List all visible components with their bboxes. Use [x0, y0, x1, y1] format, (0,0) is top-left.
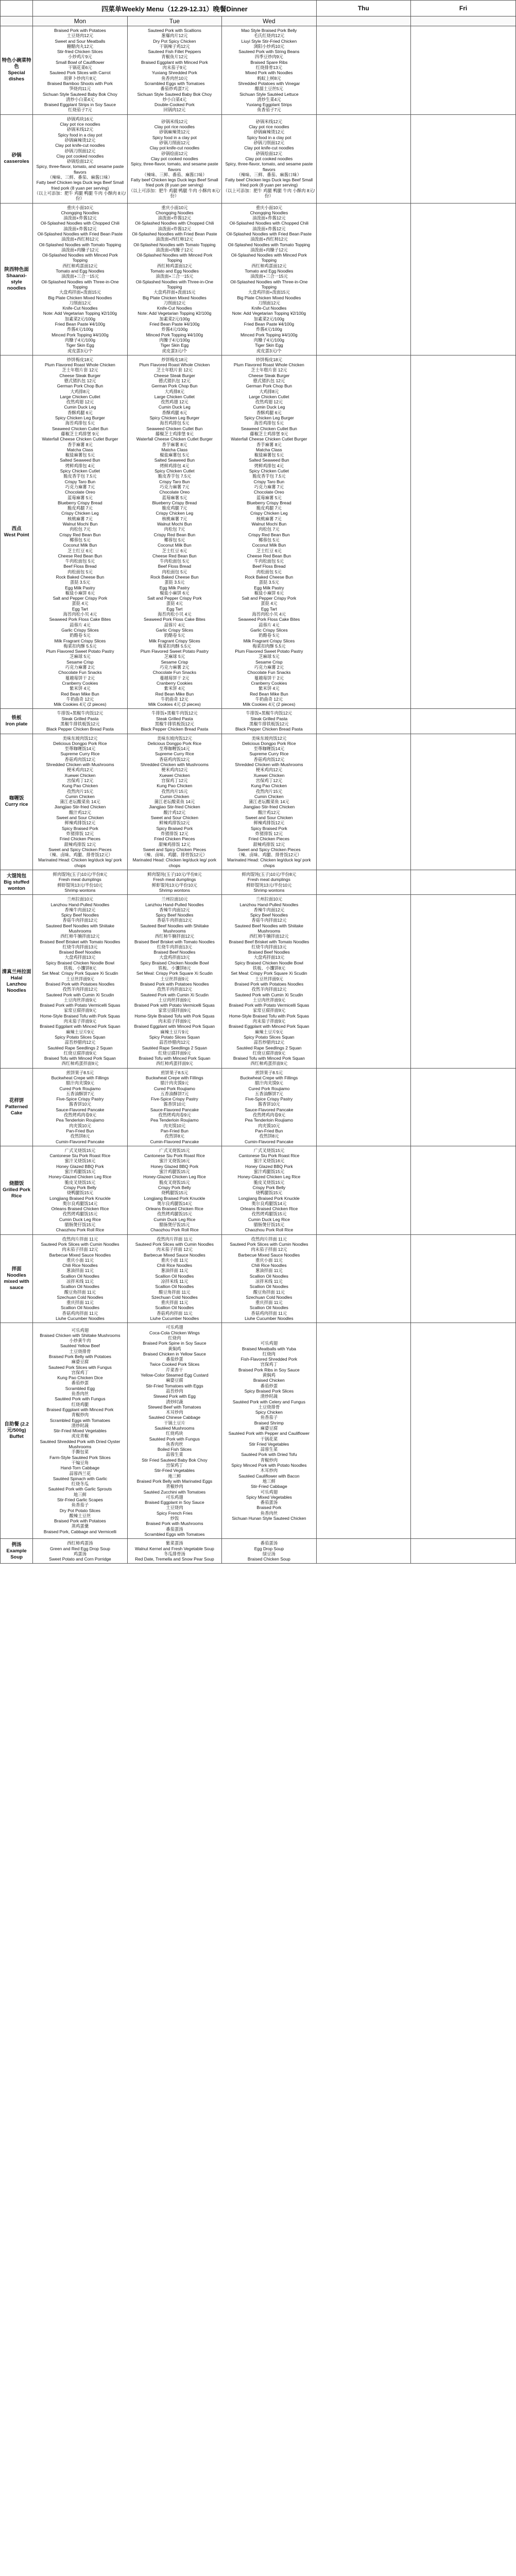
section-category-en: West Point — [4, 532, 29, 538]
menu-cell-day-4 — [316, 734, 410, 870]
menu-cell-day-1: 可乐鸡翅 Braised Chicken with Shiitake Mushrooms 小炒黄牛肉 Sautéed Yellow Beef 土豆烧排骨 Braised Pork Belly with Potatoes 麻婆豆腐 Sauteed Pork Slices with Fungus 宫保鸡丁 Kung Pao Chicken Dice 番茄炒蛋 Scrambled Egg 鱼香肉丝 Sautéed Pork with Fungus 红烧鸡腿 Braised Eggplant with Minced Pork 青椒炒肉 Scrambled Eggs with Tomatoes 清炒时蔬 Stir-Fried Mixed Vegetables 虎皮青椒 Sautéed Shredded Pork with Dried Oyster Mushrooms 手撕包菜 Farm-Style Sautéed Pork Slices 干煸豆角 Hand-Torn Cabbage 蒜蓉西兰花 Sautéed Spinach with Garlic 红烧冬瓜 Sautéed Pork with Garlic Sprouts 地三鲜 Stir-Fried Garlic Scapes 鱼香茄子 Dry Pot Potato Slices 酸辣土豆丝 Braised Pork with Potatoes 蒸鸡蛋羹 Braised Pork, Cabbage and Vermicelli — [33, 1323, 127, 1539]
section-category-zh: 铁板 — [11, 715, 22, 721]
menu-cell-day-3: 炒饼梅皮18元 Plum Flavored Roast Whole Chicken 芝士年糕片套 12元 Cheese Steak Burger 德式猪扒包 12元 German Pork Chop Bun 大鸡排8元 Large Chicken Cutlet 孜然鸡翅 12元 Cumin Duck Leg 香酥鸡腿 6元 Spicy Chicken Leg Burger 海苔鸡排包 5元 Seaweed Chicken Cutlet Bun 藤椒芝士鸡排堡 9元 Waterfall Cheese Chicken Cutlet Burger 香芋麻薯 8元 Matcha Class 椒盐麻薯包 5元 Salted Seaweed Bun 烤鲜鸡排包 4元 Spicy Chicken Cutlet 脆皮香芋包 7.5元 Crispy Taro Bun 巧克力麻薯 7元 Chocolate Oreo 蓝莓麻薯 5元 Blueberry Crispy Bread 脆皮鸡腿 7元 Crispy Chicken Leg 核桃麻薯 7元 Walnut Mochi Bun 肉松包 7元 Crispy Red Bean Bun 椰蓉包 5元 Coconut Milk Bun 芝士红豆 6元 Cheese Red Bean Bun 牛肉松面包 5元 Beef Floss Bread 肉松面包 5元 Rock Baked Cheese Bun 蛋挞 3.5元 Egg Milk Pastry 椒盐小麻饼 6元 Salt and Pepper Crispy Pork 蛋挞 4元 Egg Tart 海苔肉松小贝 4元 Seaweed Pork Floss Cake Bites 蒜蓉片 4元 Garlic Crispy Slices 奶酪卷 5元 Milk Fragrant Crispy Slices 梅菜扣肉酥 5.5元 Plum Flavored Sweet Potato Pastry 芝麻球 5元 Sesame Crisp 巧克力麻薯 2元 Chocolate Fun Snacks 蔓越莓饼干 2元 Cranberry Cookies 紫米饼 4元 Red Bean Mike Bun 牛奶曲奇 12元 Milk Cookies 4元 (2 pieces) — [222, 355, 316, 709]
section-category-en: Noodles mixed with sauce — [4, 1272, 29, 1291]
day-header-fri: Fri — [411, 1, 516, 16]
menu-cell-day-1: 牛排饭+黑椒牛肉饭12元 Steak Grilled Pasta 黑椒牛排铁板饭12元 Black Pepper Chicken Bread Pasta — [33, 709, 127, 734]
menu-section-row — [1, 1539, 516, 1564]
menu-cell-day-5 — [411, 895, 516, 1069]
section-category-zh: 例汤 — [11, 1541, 22, 1548]
menu-section-row — [1, 355, 516, 709]
menu-cell-day-2: 可乐鸡翅 Coca-Cola Chicken Wings 红烧肉 Braised Pork Spine in Soy Sauce 黄焖鸡 Braised Chicken in Yellow Sauce 番茄炒蛋 Twice Cooked Pork Slices 芹菜香干 Yellow-Color Steamed Egg Custard 麻婆豆腐 Stir-Fried Tomatoes with Eggs 蒜苔炒肉 Stewed Pork with Egg 清炒时蔬 Stewed Beef with Tomatoes 木耳炒肉 Sautéed Chinese Cabbage 干锅土豆片 Sautéed Mushrooms 红烧鸡块 Sautéed Pork with Fungus 鱼香肉丝 Boiled Fish Slices 蒜蓉生菜 Stir Fried Sauteed Baby Bok Choy 宫保鸡丁 Stir-Fried Vegetables 地三鲜 Braised Pork Belly with Marinated Eggs 青椒炒肉 Sautéed Zucchini with Tomatoes 可乐鸡翅 Braised Eggplant in Soy Sauce 土豆烧肉 Spicy French Fries 炒饭 Braised Pork with Mushrooms 番茄蛋汤 Scrambled Eggs with Tomatoes — [127, 1323, 221, 1539]
menu-section-row — [1, 1234, 516, 1323]
day-header-thu: Thu — [316, 1, 410, 16]
menu-title-row — [1, 1, 516, 16]
section-category — [1, 1234, 33, 1323]
menu-cell-day-3: Mao Style Braised Pork Belly 毛氏红烧肉12元 Liuyi Style Stir-Fried Chicken 浏阳小炒鸡10元 Sauteed Pork with String Beans 四季豆炒肉9元 Braised Spare Ribs 红烧排骨13元 Mixed Pork with Noodles 蚂蚁上树8元 Shredded Potatoes with Vinegar 醋溜土豆丝5元 Sichuan Style Sautéed Lettuce 清炒生菜4元 Yuxiang Eggplant Strips 鱼香茄子7元 — [222, 26, 316, 115]
day-header-wed: Wed — [222, 16, 316, 26]
section-category — [1, 203, 33, 355]
section-category-en: Special dishes — [8, 70, 25, 82]
day-header-row — [1, 16, 516, 26]
section-category — [1, 114, 33, 203]
day-sub-fri — [411, 16, 516, 26]
menu-cell-day-2: 孜然肉片拌面 11元 Sauteed Pork Slices with Cumin Noodles 肉末茄子拌面 12元 Barbecue Mixed Sauce Noodles 重庆小面 11元 Chili Rice Noodles 葱油拌面 11元 Scallion Oil Noodles 凉拌米线 11元 Scallion Oil Noodles 酸豆角拌面 11元 Szechuan Cold Noodles 重庆拌面 11元 Scallion Oil Noodles 香菇鸡肉拌面 11元 Liuhe Cucumber Noodles — [127, 1234, 221, 1323]
menu-section-row — [1, 1323, 516, 1539]
menu-cell-day-4 — [316, 1323, 410, 1539]
menu-cell-day-1: 煎饼果子8.5元 Buckwheat Crepe with Fillings 腊汁肉夹馍9元 Cured Pork Roujiamo 五香油酥饼7元 Five-Spice Crispy Pastry 酱香饼10元 Sauce-Flavored Pancake 孜然烤鸡肉卷9元 Pea Tenderloin Roujiamo 肉夹馍10元 Pan-Fried Bun 孜然饼8元 Cumin-Flavored Pancake — [33, 1068, 127, 1146]
day-sub-thu — [316, 16, 410, 26]
menu-cell-day-2: 紫菜蛋汤 Walnut Kernel and Fresh Vegetable Soup 冬瓜排骨汤 Red Date, Tremella and Snow Pear Soup — [127, 1539, 221, 1564]
menu-cell-day-2: 砂锅米线12元 Clay pot rice noodles 砂锅麻辣烫12元 Spicy food in a clay pot 砂锅刀削面12元 Clay pot knife-cut noodles 砂锅烩面12元 Clay pot cooked noodles Spicy, three-flavor, tomato, and sesame paste flavors （辣味、三鲜、番茄、麻酱口味） Fatty beef Chicken legs Duck legs Beef Small fried pork (8 yuan per serving) （以上可添加：肥牛 鸡腿 鸭腿 牛肉 小酥肉 8元/份） — [127, 114, 221, 203]
menu-cell-day-2: 煎饼果子8.5元 Buckwheat Crepe with Fillings 腊汁肉夹馍9元 Cured Pork Roujiamo 五香油酥饼7元 Five-Spice Crispy Pastry 酱香饼10元 Sauce-Flavored Pancake 孜然烤鸡肉卷9元 Pea Tenderloin Roujiamo 肉夹馍10元 Pan-Fried Bun 孜然饼8元 Cumin-Flavored Pancake — [127, 1068, 221, 1146]
menu-cell-day-3: 砂锅米线12元 Clay pot rice noodles 砂锅麻辣烫12元 Spicy food in a clay pot 砂锅刀削面12元 Clay pot knife-cut noodles 砂锅烩面12元 Clay pot cooked noodles Spicy, three-flavor, tomato, and sesame paste flavors （辣味、三鲜、番茄、麻酱口味） Fatty beef Chicken legs Duck legs Beef Small fried pork (8 yuan per serving) （以上可添加：肥牛 鸡腿 鸭腿 牛肉 小酥肉 8元/份） — [222, 114, 316, 203]
menu-cell-day-1: 兰州拉面10元 Lanzhou Hand-Pulled Noodles 香辣牛肉面12元 Spicy Beef Noodles 香菇牛肉拌面12元 Sauteed Beef Noodles with Shiitake Mushrooms 西红柿牛腩拌面12元 Braised Beef Brisket with Tomato Noodles 红烧牛肉拌面13元 Braised Beef Noodles 大盘鸡拌面13元 Spicy Braised Chicken Noodle Bowl 铁板、小馕饼8元 Set Meal: Crispy Pork Square Xi Scudin 土豆丝拌面9元 Braised Pork with Potatoes Noodles 孜然羊肉拌面12元 Sauteed Pork with Cumin Xi Scudin 土豆肉丝拌面9元 Braised Pork with Potato Vermicelli Squas 家常豆腐拌面9元 Home-Style Braised Tofu with Pork Squas 肉末茄子拌面9元 Braised Eggplant with Minced Pork Squan 麻辣土豆片9元 Spicy Potato Slices Squan 蒜苔炒腊肉12元 Sautéed Rape Seedlings 2 Squan 红烧豆腐拌面9元 Braised Tofu with Minced Pork Squan 西红柿鸡蛋拌面9元 — [33, 895, 127, 1069]
menu-cell-day-4 — [316, 203, 410, 355]
section-category-en: Big stuffed wonton — [4, 879, 29, 891]
section-category — [1, 1323, 33, 1539]
menu-cell-day-1: 美味东坡肉饭12元 Delicious Dongpo Pork Rice 至尊咖喱饭14元 Supreme Curry Rice 香菇鸡肉饭12元 Shredded Chicken with Mushrooms 梗米鸡肉12元 Xuewei Chicken 宫保鸡丁12元 Kung Pao Chicken 孜然肉片15元 Cumin Chicken 蒲江老坛酸菜鱼 14元 Jiangjiao Stir-fried Chicken 酸汁鸡12元 Sweet and Sour Chicken 鲜辣鸡排饭12元 Spicy Braised Pork 炸猪排饭 12元 Fried Chicken Pieces 甜辣鸡排饭 12元 Sweet and Spicy Chicken Pieces （辣、卤味、鸡腿、排骨饭12元） Marinated Head: Chicken leg/duck leg/ pork chops — [33, 734, 127, 870]
menu-cell-day-4 — [316, 709, 410, 734]
section-category-en: Shaanxi-style noodles — [6, 273, 27, 291]
menu-cell-day-3: 孜然肉片拌面 11元 Sauteed Pork Slices with Cumin Noodles 肉末茄子拌面 12元 Barbecue Mixed Sauce Noodles 重庆小面 11元 Chili Rice Noodles 葱油拌面 11元 Scallion Oil Noodles 凉拌米线 11元 Scallion Oil Noodles 酸豆角拌面 11元 Szechuan Cold Noodles 重庆拌面 11元 Scallion Oil Noodles 香菇鸡肉拌面 11元 Liuhe Cucumber Noodles — [222, 1234, 316, 1323]
menu-cell-day-2: 重庆小面10元 Chongqing Noodles 油泼面+炸酱12元 Oil-Splashed Noodles with Chopped Chili 油泼面+炸酱12元 Oil-Splashed Noodles with Fried Bean Paste 油泼面+西红柿12元 Oil-Splashed Noodles with Tomato Topping 油泼面+肉臊子12元 Oil-Splashed Noodles with Minced Pork Topping 西红柿鸡蛋面12元 Tomato and Egg Noodles 油泼面+三合一15元 Oil-Splashed Noodles with Three-in-One Topping 大盘鸡拌面+泼面15元 Big Plate Chicken Mixed Noodles 刀削面12元 Knife-Cut Noodles Note: Add Vegetarian Topping ¥2/100g 加素菜2元/100g Fried Bean Paste ¥4/100g 炸酱4元/100g Minced Pork Topping ¥4/100g 肉臊子4元/100g Tiger Skin Egg 虎皮蛋3元/个 — [127, 203, 221, 355]
menu-cell-day-5 — [411, 26, 516, 115]
section-category-zh: 咖喱饭 — [9, 795, 24, 802]
section-category — [1, 355, 33, 709]
menu-cell-day-5 — [411, 709, 516, 734]
menu-section-row — [1, 1068, 516, 1146]
menu-cell-day-1: 鲜肉馄饨(玉子)10元/半份8元 Fresh meat dumplings 鲜虾馄饨13元/半份10元 Shrimp wontons — [33, 870, 127, 895]
section-category-zh: 花样饼 — [9, 1097, 24, 1104]
menu-cell-day-2: 炒饼梅皮18元 Plum Flavored Roast Whole Chicken 芝士年糕片套 12元 Cheese Steak Burger 德式猪扒包 12元 German Pork Chop Bun 大鸡排8元 Large Chicken Cutlet 孜然鸡翅 12元 Cumin Duck Leg 香酥鸡腿 6元 Spicy Chicken Leg Burger 海苔鸡排包 5元 Seaweed Chicken Cutlet Bun 藤椒芝士鸡排堡 9元 Waterfall Cheese Chicken Cutlet Burger 香芋麻薯 8元 Matcha Class 椒盐麻薯包 5元 Salted Seaweed Bun 烤鲜鸡排包 4元 Spicy Chicken Cutlet 脆皮香芋包 7.5元 Crispy Taro Bun 巧克力麻薯 7元 Chocolate Oreo 蓝莓麻薯 5元 Blueberry Crispy Bread 脆皮鸡腿 7元 Crispy Chicken Leg 核桃麻薯 7元 Walnut Mochi Bun 肉松包 7元 Crispy Red Bean Bun 椰蓉包 5元 Coconut Milk Bun 芝士红豆 6元 Cheese Red Bean Bun 牛肉松面包 5元 Beef Floss Bread 肉松面包 5元 Rock Baked Cheese Bun 蛋挞 3.5元 Egg Milk Pastry 椒盐小麻饼 6元 Salt and Pepper Crispy Pork 蛋挞 4元 Egg Tart 海苔肉松小贝 4元 Seaweed Pork Floss Cake Bites 蒜蓉片 4元 Garlic Crispy Slices 奶酪卷 5元 Milk Fragrant Crispy Slices 梅菜扣肉酥 5.5元 Plum Flavored Sweet Potato Pastry 芝麻球 5元 Sesame Crisp 巧克力麻薯 2元 Chocolate Fun Snacks 蔓越莓饼干 2元 Cranberry Cookies 紫米饼 4元 Red Bean Mike Bun 牛奶曲奇 12元 Milk Cookies 4元 (2 pieces) — [127, 355, 221, 709]
menu-cell-day-4 — [316, 1068, 410, 1146]
menu-body — [1, 26, 516, 1564]
section-category-zh: 砂锅 — [11, 152, 22, 159]
menu-cell-day-1: 西红柿鸡蛋汤 Green and Red Egg Drop Soup 鸡蛋汤 Sweet Potato and Corn Porridge — [33, 1539, 127, 1564]
menu-cell-day-1: Braised Pork with Potatoes 土豆烧肉12元 Sweet and Sour Meatballs 糖醋肉丸12元 Stir-fried Chicken Slices 小炒鸡片9元 Small Bowl of Cauliflower 干锅花菜6元 Sauteed Pork Slices with Carrot 胡萝卜炒肉片8元 Braised Bamboo Shoots with Pork 笋烧肉11元 Sichuan Style Sauteed Baby Bok Choy 清炒小白菜4元 Braised Eggplant Strips in Soy Sauce 红烧茄子7元 — [33, 26, 127, 115]
menu-cell-day-1: 孜然肉片拌面 11元 Sauteed Pork Slices with Cumin Noodles 肉末茄子拌面 12元 Barbecue Mixed Sauce Noodles 重庆小面 11元 Chili Rice Noodles 葱油拌面 11元 Scallion Oil Noodles 凉拌米线 11元 Scallion Oil Noodles 酸豆角拌面 11元 Szechuan Cold Noodles 重庆拌面 11元 Scallion Oil Noodles 香菇鸡肉拌面 11元 Liuhe Cucumber Noodles — [33, 1234, 127, 1323]
section-category-zh: 特色小碗菜特色 — [2, 58, 31, 70]
menu-title: 四菜单Weekly Menu（12.29-12.31）晚餐Dinner — [33, 1, 316, 16]
section-category-en: Curry rice — [5, 802, 28, 808]
menu-section-row — [1, 734, 516, 870]
menu-cell-day-5 — [411, 1234, 516, 1323]
category-header — [1, 16, 33, 26]
section-category — [1, 1146, 33, 1234]
menu-cell-day-4 — [316, 895, 410, 1069]
menu-section-row — [1, 870, 516, 895]
section-category — [1, 709, 33, 734]
section-category-en: Iron plate — [5, 721, 28, 727]
menu-section-row — [1, 26, 516, 115]
menu-cell-day-4 — [316, 355, 410, 709]
section-category — [1, 870, 33, 895]
menu-cell-day-2: 牛排饭+黑椒牛肉饭12元 Steak Grilled Pasta 黑椒牛排铁板饭12元 Black Pepper Chicken Bread Pasta — [127, 709, 221, 734]
menu-cell-day-4 — [316, 114, 410, 203]
section-category-zh: 大馄饨包 — [7, 873, 27, 879]
menu-section-row — [1, 1146, 516, 1234]
menu-cell-day-3: 重庆小面10元 Chongqing Noodles 油泼面+炸酱12元 Oil-Splashed Noodles with Chopped Chili 油泼面+炸酱12元 Oil-Splashed Noodles with Fried Bean Paste 油泼面+西红柿12元 Oil-Splashed Noodles with Tomato Topping 油泼面+肉臊子12元 Oil-Splashed Noodles with Minced Pork Topping 西红柿鸡蛋面12元 Tomato and Egg Noodles 油泼面+三合一15元 Oil-Splashed Noodles with Three-in-One Topping 大盘鸡拌面+泼面15元 Big Plate Chicken Mixed Noodles 刀削面12元 Knife-Cut Noodles Note: Add Vegetarian Topping ¥2/100g 加素菜2元/100g Fried Bean Paste ¥4/100g 炸酱4元/100g Minced Pork Topping ¥4/100g 肉臊子4元/100g Tiger Skin Egg 虎皮蛋3元/个 — [222, 203, 316, 355]
section-category-zh: 烧腊饭 — [9, 1181, 24, 1187]
menu-section-row — [1, 203, 516, 355]
menu-cell-day-3: 广式叉烧饭15元 Cantonese Siu Pork Roast Rice 蜜汁叉烧饭16元 Honey Glazed BBQ Pork 蜜汁鸡腿饭15元 Honey-Glazed Chicken Leg Rice 脆皮叉烧饭15元 Crispy Pork Belly 烧鸭腿饭15元 Longjiang Braised Pork Knuckle 奥尔良鸡腿饭14元 Orleans Braised Chicken Rice 孜然烤鸡腿饭15元 Cumin Duck Leg Rice 腊肠煲仔饭15元 Chaozhou Pork Roll Rice — [222, 1146, 316, 1234]
menu-cell-day-1: 广式叉烧饭15元 Cantonese Siu Pork Roast Rice 蜜汁叉烧饭16元 Honey Glazed BBQ Pork 蜜汁鸡腿饭15元 Honey-Glazed Chicken Leg Rice 脆皮叉烧饭15元 Crispy Pork Belly 烧鸭腿饭15元 Longjiang Braised Pork Knuckle 奥尔良鸡腿饭14元 Orleans Braised Chicken Rice 孜然烤鸡腿饭15元 Cumin Duck Leg Rice 腊肠煲仔饭15元 Chaozhou Pork Roll Rice — [33, 1146, 127, 1234]
menu-cell-day-2: 兰州拉面10元 Lanzhou Hand-Pulled Noodles 香辣牛肉面12元 Spicy Beef Noodles 香菇牛肉拌面12元 Sauteed Beef Noodles with Shiitake Mushrooms 西红柿牛腩拌面12元 Braised Beef Brisket with Tomato Noodles 红烧牛肉拌面13元 Braised Beef Noodles 大盘鸡拌面13元 Spicy Braised Chicken Noodle Bowl 铁板、小馕饼8元 Set Meal: Crispy Pork Square Xi Scudin 土豆丝拌面9元 Braised Pork with Potatoes Noodles 孜然羊肉拌面12元 Sauteed Pork with Cumin Xi Scudin 土豆肉丝拌面9元 Braised Pork with Potato Vermicelli Squas 家常豆腐拌面9元 Home-Style Braised Tofu with Pork Squas 肉末茄子拌面9元 Braised Eggplant with Minced Pork Squan 麻辣土豆片9元 Spicy Potato Slices Squan 蒜苔炒腊肉12元 Sautéed Rape Seedlings 2 Squan 红烧豆腐拌面9元 Braised Tofu with Minced Pork Squan 西红柿鸡蛋拌面9元 — [127, 895, 221, 1069]
section-category — [1, 1068, 33, 1146]
menu-cell-day-1: 砂锅鸡块16元 Clay pot rice noodles 砂锅米线12元 Spicy food in a clay pot 砂锅麻辣烫12元 Clay pot knife-cut noodles 砂锅刀削面12元 Clay pot cooked noodles 砂锅烩面12元 Spicy, three-flavor, tomato, and sesame paste flavors （辣味、三鲜、番茄、麻酱口味） Fatty beef Chicken legs Duck legs Beef Small fried pork (8 yuan per serving) （以上可添加：肥牛 鸡腿 鸭腿 牛肉 小酥肉 8元/份） — [33, 114, 127, 203]
corner-cell — [1, 1, 33, 16]
menu-cell-day-5 — [411, 870, 516, 895]
section-category-zh: 自助餐 (2.2元/500g) — [4, 1421, 29, 1434]
menu-cell-day-5 — [411, 1146, 516, 1234]
menu-cell-day-5 — [411, 734, 516, 870]
day-header-tue: Tue — [127, 16, 221, 26]
menu-cell-day-3: 兰州拉面10元 Lanzhou Hand-Pulled Noodles 香辣牛肉面12元 Spicy Beef Noodles 香菇牛肉拌面12元 Sauteed Beef Noodles with Shiitake Mushrooms 西红柿牛腩拌面12元 Braised Beef Brisket with Tomato Noodles 红烧牛肉拌面13元 Braised Beef Noodles 大盘鸡拌面13元 Spicy Braised Chicken Noodle Bowl 铁板、小馕饼8元 Set Meal: Crispy Pork Square Xi Scudin 土豆丝拌面9元 Braised Pork with Potatoes Noodles 孜然羊肉拌面12元 Sauteed Pork with Cumin Xi Scudin 土豆肉丝拌面9元 Braised Pork with Potato Vermicelli Squas 家常豆腐拌面9元 Home-Style Braised Tofu with Pork Squas 肉末茄子拌面9元 Braised Eggplant with Minced Pork Squan 麻辣土豆片9元 Spicy Potato Slices Squan 蒜苔炒腊肉12元 Sautéed Rape Seedlings 2 Squan 红烧豆腐拌面9元 Braised Tofu with Minced Pork Squan 西红柿鸡蛋拌面9元 — [222, 895, 316, 1069]
menu-cell-day-5 — [411, 1323, 516, 1539]
menu-section-row — [1, 709, 516, 734]
section-category — [1, 1539, 33, 1564]
section-category — [1, 895, 33, 1069]
menu-cell-day-1: 炒饼梅皮18元 Plum Flavored Roast Whole Chicken 芝士年糕片套 12元 Cheese Steak Burger 德式猪扒包 12元 German Pork Chop Bun 大鸡排8元 Large Chicken Cutlet 孜然鸡翅 12元 Cumin Duck Leg 香酥鸡腿 6元 Spicy Chicken Leg Burger 海苔鸡排包 5元 Seaweed Chicken Cutlet Bun 藤椒芝士鸡排堡 9元 Waterfall Cheese Chicken Cutlet Burger 香芋麻薯 8元 Matcha Class 椒盐麻薯包 5元 Salted Seaweed Bun 烤鲜鸡排包 4元 Spicy Chicken Cutlet 脆皮香芋包 7.5元 Crispy Taro Bun 巧克力麻薯 7元 Chocolate Oreo 蓝莓麻薯 5元 Blueberry Crispy Bread 脆皮鸡腿 7元 Crispy Chicken Leg 核桃麻薯 7元 Walnut Mochi Bun 肉松包 7元 Crispy Red Bean Bun 椰蓉包 5元 Coconut Milk Bun 芝士红豆 6元 Cheese Red Bean Bun 牛肉松面包 5元 Beef Floss Bread 肉松面包 5元 Rock Baked Cheese Bun 蛋挞 3.5元 Egg Milk Pastry 椒盐小麻饼 6元 Salt and Pepper Crispy Pork 蛋挞 4元 Egg Tart 海苔肉松小贝 4元 Seaweed Pork Floss Cake Bites 蒜蓉片 4元 Garlic Crispy Slices 奶酪卷 5元 Milk Fragrant Crispy Slices 梅菜扣肉酥 5.5元 Plum Flavored Sweet Potato Pastry 芝麻球 5元 Sesame Crisp 巧克力麻薯 2元 Chocolate Fun Snacks 蔓越莓饼干 2元 Cranberry Cookies 紫米饼 4元 Red Bean Mike Bun 牛奶曲奇 12元 Milk Cookies 4元 (2 pieces) — [33, 355, 127, 709]
menu-cell-day-3: 番茄蛋汤 Egg Drop Soup 绿豆汤 Braised Chicken Soup — [222, 1539, 316, 1564]
section-category — [1, 734, 33, 870]
menu-cell-day-3: 煎饼果子8.5元 Buckwheat Crepe with Fillings 腊汁肉夹馍9元 Cured Pork Roujiamo 五香油酥饼7元 Five-Spice Crispy Pastry 酱香饼10元 Sauce-Flavored Pancake 孜然烤鸡肉卷9元 Pea Tenderloin Roujiamo 肉夹馍10元 Pan-Fried Bun 孜然饼8元 Cumin-Flavored Pancake — [222, 1068, 316, 1146]
menu-cell-day-4 — [316, 1234, 410, 1323]
section-category-en: Grilled Pork Rice — [3, 1187, 31, 1199]
section-category-zh: 拌面 — [11, 1266, 22, 1272]
menu-cell-day-5 — [411, 1068, 516, 1146]
menu-cell-day-5 — [411, 203, 516, 355]
menu-cell-day-5 — [411, 1539, 516, 1564]
menu-cell-day-2: Sauteed Pork with Scallions 葱爆肉片12元 Dry Pot Spicy Chicken 干锅辣子鸡12元 Sauteed Fish Fillet Peppers 青椒鱼片12元 Braised Eggplant with Minced Pork 肉末茄子9元 Yuxiang Shredded Pork 鱼香肉丝10元 Scrambled Eggs with Tomatoes 番茄炒鸡蛋7元 Sichuan Style Sauteed Baby Bok Choy 炒小白菜4元 Double-Cooked Pork 回锅肉12元 — [127, 26, 221, 115]
section-category-zh: 清真兰州拉面 — [2, 969, 31, 975]
menu-cell-day-2: 鲜肉馄饨(玉子)10元/半份8元 Fresh meat dumplings 鲜虾馄饨13元/半份10元 Shrimp wontons — [127, 870, 221, 895]
day-header-mon: Mon — [33, 16, 127, 26]
section-category-en: casseroles — [4, 159, 29, 165]
menu-cell-day-4 — [316, 870, 410, 895]
section-category — [1, 26, 33, 115]
section-category-zh: 西点 — [11, 526, 22, 532]
menu-cell-day-5 — [411, 355, 516, 709]
menu-cell-day-1: 重庆小面10元 Chongqing Noodles 油泼面+炸酱12元 Oil-Splashed Noodles with Chopped Chili 油泼面+炸酱12元 Oil-Splashed Noodles with Fried Bean Paste 油泼面+西红柿12元 Oil-Splashed Noodles with Tomato Topping 油泼面+肉臊子12元 Oil-Splashed Noodles with Minced Pork Topping 西红柿鸡蛋面12元 Tomato and Egg Noodles 油泼面+三合一15元 Oil-Splashed Noodles with Three-in-One Topping 大盘鸡拌面+泼面15元 Big Plate Chicken Mixed Noodles 刀削面12元 Knife-Cut Noodles Note: Add Vegetarian Topping ¥2/100g 加素菜2元/100g Fried Bean Paste ¥4/100g 炸酱4元/100g Minced Pork Topping ¥4/100g 肉臊子4元/100g Tiger Skin Egg 虎皮蛋3元/个 — [33, 203, 127, 355]
section-category-en: Buffet — [9, 1434, 24, 1440]
section-category-en: Example Soup — [6, 1548, 27, 1560]
menu-cell-day-4 — [316, 1146, 410, 1234]
menu-cell-day-2: 广式叉烧饭15元 Cantonese Siu Pork Roast Rice 蜜汁叉烧饭16元 Honey Glazed BBQ Pork 蜜汁鸡腿饭15元 Honey-Glazed Chicken Leg Rice 脆皮叉烧饭15元 Crispy Pork Belly 烧鸭腿饭15元 Longjiang Braised Pork Knuckle 奥尔良鸡腿饭14元 Orleans Braised Chicken Rice 孜然烤鸡腿饭15元 Cumin Duck Leg Rice 腊肠煲仔饭15元 Chaozhou Pork Roll Rice — [127, 1146, 221, 1234]
menu-cell-day-2: 美味东坡肉饭12元 Delicious Dongpo Pork Rice 至尊咖喱饭14元 Supreme Curry Rice 香菇鸡肉饭12元 Shredded Chicken with Mushrooms 梗米鸡肉12元 Xuewei Chicken 宫保鸡丁12元 Kung Pao Chicken 孜然肉片15元 Cumin Chicken 蒲江老坛酸菜鱼 14元 Jiangjiao Stir-fried Chicken 酸汁鸡12元 Sweet and Sour Chicken 鲜辣鸡排饭12元 Spicy Braised Pork 炸猪排饭 12元 Fried Chicken Pieces 甜辣鸡排饭 12元 Sweet and Spicy Chicken Pieces （辣、卤味、鸡腿、排骨饭12元） Marinated Head: Chicken leg/duck leg/ pork chops — [127, 734, 221, 870]
menu-section-row — [1, 895, 516, 1069]
menu-cell-day-3: 可乐鸡翅 Braised Meatballs with Yuba 红烧肉 Fish-Flavored Shredded Pork 宫保鸡丁 Braised Pork Ribs in Soy Sauce 黄焖鸡 Braised Chicken 番茄炒蛋 Spicy Braised Pork Slices 清炒时蔬 Sautéed Pork with Celery and Fungus 土豆烧排骨 Spicy Chicken 鱼香茄子 Braised Shrimp 麻婆豆腐 Sautéed Pork with Pepper and Cauliflower 干锅花菜 Stir Fried Vegetables 蒜蓉生菜 Sautéed Pork with Dried Tofu 青椒炒肉 Spicy Minced Pork with Potato Noodles 木耳炒肉 Sautéed Cauliflower with Bacon 地三鲜 Stir-Fried Cabbage 可乐鸡翅 Spicy Mixed Vegetables 番茄蛋汤 Braised Pork 鱼香肉丝 Sichuan Hunan Style Sauteed Chicken — [222, 1323, 316, 1539]
section-category-en: Patterned Cake — [5, 1104, 28, 1116]
menu-cell-day-3: 美味东坡肉饭12元 Delicious Dongpo Pork Rice 至尊咖喱饭14元 Supreme Curry Rice 香菇鸡肉饭12元 Shredded Chicken with Mushrooms 梗米鸡肉12元 Xuewei Chicken 宫保鸡丁12元 Kung Pao Chicken 孜然肉片15元 Cumin Chicken 蒲江老坛酸菜鱼 14元 Jiangjiao Stir-fried Chicken 酸汁鸡12元 Sweet and Sour Chicken 鲜辣鸡排饭12元 Spicy Braised Pork 炸猪排饭 12元 Fried Chicken Pieces 甜辣鸡排饭 12元 Sweet and Spicy Chicken Pieces （辣、卤味、鸡腿、排骨饭12元） Marinated Head: Chicken leg/duck leg/ pork chops — [222, 734, 316, 870]
menu-cell-day-3: 牛排饭+黑椒牛肉饭12元 Steak Grilled Pasta 黑椒牛排铁板饭12元 Black Pepper Chicken Bread Pasta — [222, 709, 316, 734]
menu-cell-day-4 — [316, 26, 410, 115]
menu-cell-day-5 — [411, 114, 516, 203]
menu-cell-day-3: 鲜肉馄饨(玉子)10元/半份8元 Fresh meat dumplings 鲜虾馄饨13元/半份10元 Shrimp wontons — [222, 870, 316, 895]
section-category-zh: 陕西特色面 — [4, 266, 29, 273]
menu-section-row — [1, 114, 516, 203]
section-category-en: Halal Lanzhou Noodles — [6, 975, 27, 993]
menu-cell-day-4 — [316, 1539, 410, 1564]
